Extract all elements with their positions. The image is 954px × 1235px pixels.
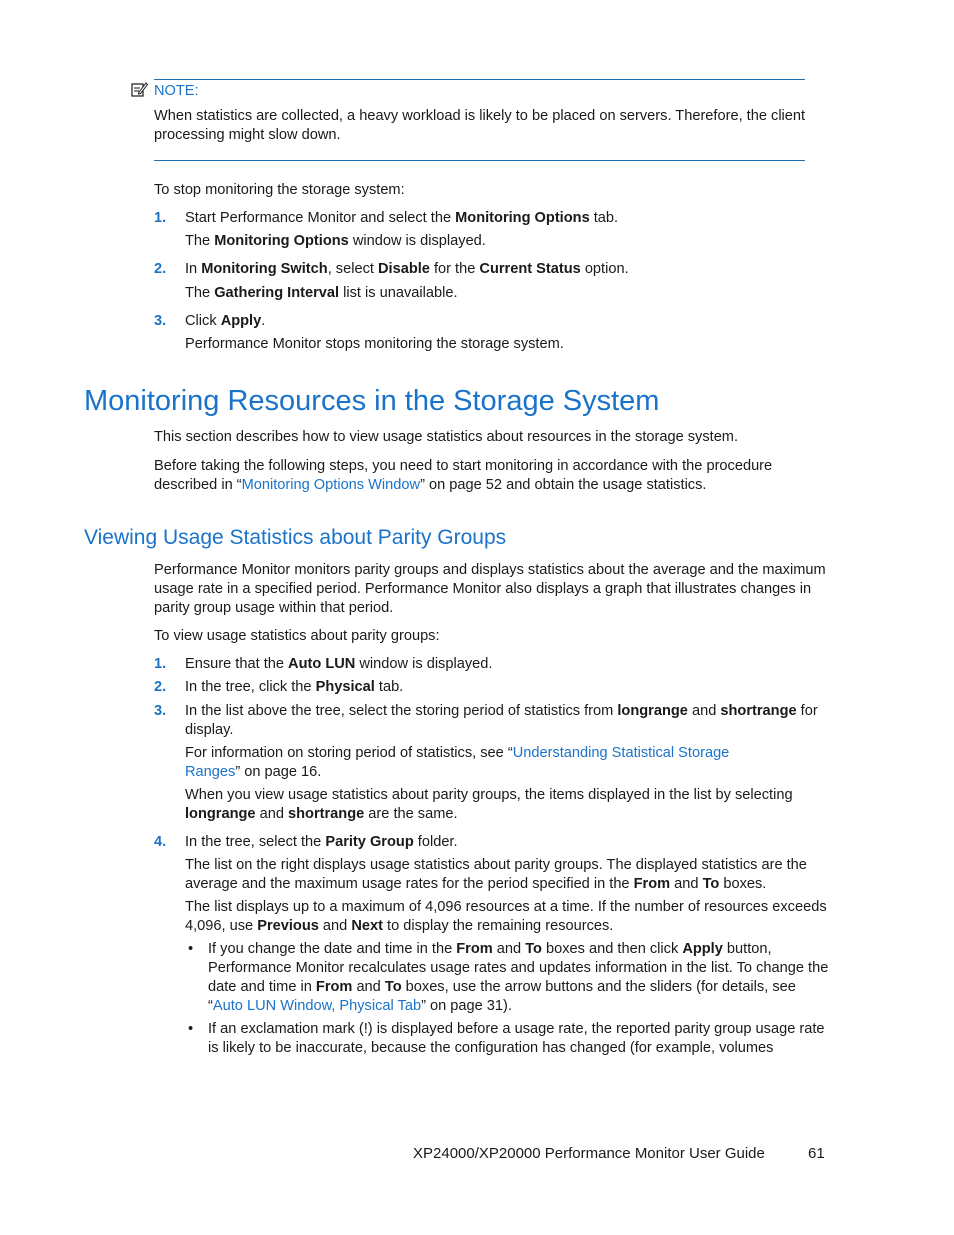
step-info: For information on storing period of statistics, see “Understanding Statistical Storage Ranges” on page 16. bbox=[185, 745, 730, 780]
bullet-icon: • bbox=[188, 1021, 194, 1037]
subsection-title: Viewing Usage Statistics about Parity Groups bbox=[84, 526, 507, 549]
subsection-intro: To view usage statistics about parity groups: bbox=[154, 628, 440, 644]
step-text: In the list above the tree, select the storing period of statistics from longrange and shortrange for display. bbox=[185, 703, 818, 738]
subsection-paragraph: Performance Monitor monitors parity groups and displays statistics about the average and the maximum usage rate in a specified period. Performance Monitor also displays a graph that illustrates changes in parity group usage within that period. bbox=[154, 562, 826, 616]
section-title: Monitoring Resources in the Storage System bbox=[84, 385, 660, 417]
step-text: Click Apply. bbox=[185, 313, 266, 329]
understanding-statistical-storage-ranges-link[interactable]: Understanding Statistical Storage Ranges bbox=[185, 745, 730, 780]
step-number: 3. bbox=[154, 313, 167, 329]
step-number: 1. bbox=[154, 210, 167, 226]
step-info: The list displays up to a maximum of 4,096 resources at a time. If the number of resources exceeds 4,096, use Previous and Next to display the remaining resources. bbox=[185, 899, 827, 934]
monitoring-options-window-link[interactable]: Monitoring Options Window bbox=[241, 477, 421, 493]
note-bottom-rule bbox=[154, 160, 805, 161]
step-text: Ensure that the Auto LUN window is displayed. bbox=[185, 656, 493, 672]
section-paragraph: Before taking the following steps, you need to start monitoring in accordance with the procedure described in “Monitoring Options Window” on page 52 and obtain the usage statistics. bbox=[154, 458, 773, 493]
step-number: 2. bbox=[154, 261, 167, 277]
bullet-text: If an exclamation mark (!) is displayed before a usage rate, the reported parity group usage rate is likely to be inaccurate, because the configuration has changed (for example, volumes bbox=[208, 1021, 825, 1056]
page-number: 61 bbox=[808, 1145, 825, 1162]
step-result: The Gathering Interval list is unavailable. bbox=[185, 285, 458, 301]
step-info: When you view usage statistics about parity groups, the items displayed in the list by selecting longrange and shortrange are the same. bbox=[185, 787, 793, 822]
step-text: In the tree, select the Parity Group folder. bbox=[185, 834, 458, 850]
step-number: 2. bbox=[154, 679, 167, 695]
step-info: The list on the right displays usage statistics about parity groups. The displayed statistics are the average and the maximum usage rates for the period specified in the From and To boxes. bbox=[185, 857, 807, 892]
bullet-icon: • bbox=[188, 941, 194, 957]
step-number: 1. bbox=[154, 656, 167, 672]
stop-intro: To stop monitoring the storage system: bbox=[154, 182, 405, 198]
note-top-rule bbox=[154, 79, 805, 80]
auto-lun-window-physical-tab-link[interactable]: Auto LUN Window, Physical Tab bbox=[212, 998, 422, 1014]
step-text: Start Performance Monitor and select the Monitoring Options tab. bbox=[185, 210, 619, 226]
step-text: In the tree, click the Physical tab. bbox=[185, 679, 404, 695]
step-result: The Monitoring Options window is displayed. bbox=[185, 233, 486, 249]
footer-title: XP24000/XP20000 Performance Monitor User Guide bbox=[413, 1145, 765, 1162]
step-number: 3. bbox=[154, 703, 167, 719]
step-text: In Monitoring Switch, select Disable for the Current Status option. bbox=[185, 261, 629, 277]
step-number: 4. bbox=[154, 834, 167, 850]
section-paragraph: This section describes how to view usage statistics about resources in the storage system. bbox=[154, 429, 739, 445]
note-text: When statistics are collected, a heavy workload is likely to be placed on servers. Therefore, the client processing might slow down. bbox=[154, 108, 806, 143]
note-label: NOTE: bbox=[154, 83, 199, 99]
note-icon bbox=[131, 81, 148, 104]
step-result: Performance Monitor stops monitoring the storage system. bbox=[185, 336, 564, 352]
bullet-text: If you change the date and time in the From and To boxes and then click Apply button, Performance Monitor recalculates usage rates and updates information in the list. To change the date and time in From and To boxes, use the arrow buttons and the sliders (for details, see “Auto LUN Window, Physical Tab” on page 31). bbox=[208, 941, 829, 1014]
